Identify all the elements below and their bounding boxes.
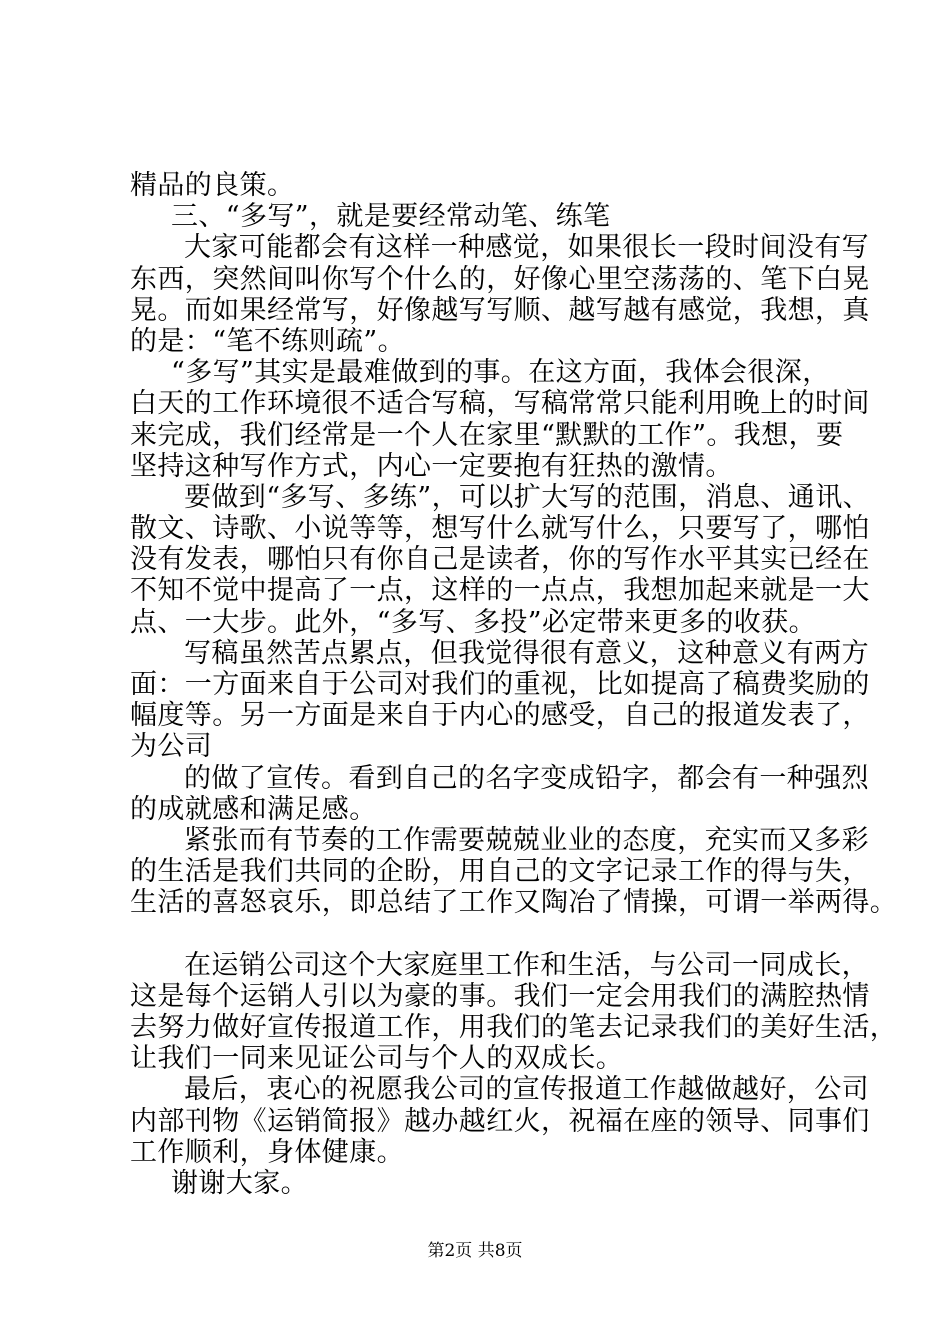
text-line: 在运销公司这个大家庭里工作和生活，与公司一同成长， — [184, 949, 869, 981]
text-line: 坚持这种写作方式，内心一定要抱有狂热的激情。 — [130, 450, 733, 482]
text-line: 精品的良策。 — [130, 170, 295, 201]
text-line: 内部刊物《运销简报》越办越红火，祝福在座的领导、同事们 — [130, 1105, 870, 1137]
text-line: 来完成，我们经常是一个人在家里“默默的工作”。我想，要 — [130, 419, 844, 451]
text-line: 为公司 — [130, 731, 213, 763]
text-line: 工作顺利，身体健康。 — [130, 1136, 404, 1168]
text-line: 生活的喜怒哀乐，即总结了工作又陶冶了情操，可谓一举两得。 — [130, 887, 898, 919]
text-line: 的做了宣传。看到自己的名字变成铅字，都会有一种强烈 — [184, 762, 869, 794]
text-line: 散文、诗歌、小说等等，想写什么就写什么，只要写了，哪怕 — [130, 513, 870, 545]
text-line: 没有发表，哪怕只有你自己是读者，你的写作水平其实已经在 — [130, 544, 870, 576]
section-heading: 三、“多写”，就是要经常动笔、练笔 — [171, 201, 611, 233]
paragraph-gap — [130, 919, 850, 950]
page-number: 第2页 共8页 — [427, 1241, 523, 1261]
text-line: 幅度等。另一方面是来自于内心的感受，自己的报道发表了， — [130, 700, 870, 732]
text-line: 最后，衷心的祝愿我公司的宣传报道工作越做越好，公司 — [184, 1074, 869, 1106]
text-line: 东西，突然间叫你写个什么的，好像心里空荡荡的、笔下白晃 — [130, 263, 870, 295]
text-line: 紧张而有节奏的工作需要兢兢业业的态度，充实而又多彩 — [184, 824, 869, 856]
text-line: 的生活是我们共同的企盼，用自己的文字记录工作的得与失， — [130, 856, 870, 888]
text-line: 要做到“多写、多练”，可以扩大写的范围，消息、通讯、 — [184, 481, 871, 513]
text-line: 的是：“笔不练则疏”。 — [130, 325, 406, 357]
text-line: 让我们一同来见证公司与个人的双成长。 — [130, 1043, 624, 1075]
text-line: 面：一方面来自于公司对我们的重视，比如提高了稿费奖励的 — [130, 669, 870, 700]
text-line: 去努力做好宣传报道工作，用我们的笔去记录我们的美好生活， — [130, 1012, 898, 1044]
text-line: 大家可能都会有这样一种感觉，如果很长一段时间没有写 — [184, 232, 869, 264]
text-line: 这是每个运销人引以为豪的事。我们一定会用我们的满腔热情 — [130, 980, 870, 1012]
text-line: 不知不觉中提高了一点，这样的一点点，我想加起来就是一大 — [130, 575, 870, 607]
text-line: 的成就感和满足感。 — [130, 793, 377, 825]
text-line: 点、一大步。此外，“多写、多投”必定带来更多的收获。 — [130, 606, 817, 638]
text-line: 白天的工作环境很不适合写稿，写稿常常只能利用晚上的时间 — [130, 388, 870, 420]
document-body — [130, 170, 898, 1199]
text-line: 晃。而如果经常写，好像越写写顺、越写越有感觉，我想，真 — [130, 294, 870, 326]
text-line: “多写”其实是最难做到的事。在这方面，我体会很深， — [171, 357, 830, 389]
text-line: 写稿虽然苦点累点，但我觉得很有意义，这种意义有两方 — [184, 637, 869, 669]
closing-line: 谢谢大家。 — [171, 1168, 308, 1199]
